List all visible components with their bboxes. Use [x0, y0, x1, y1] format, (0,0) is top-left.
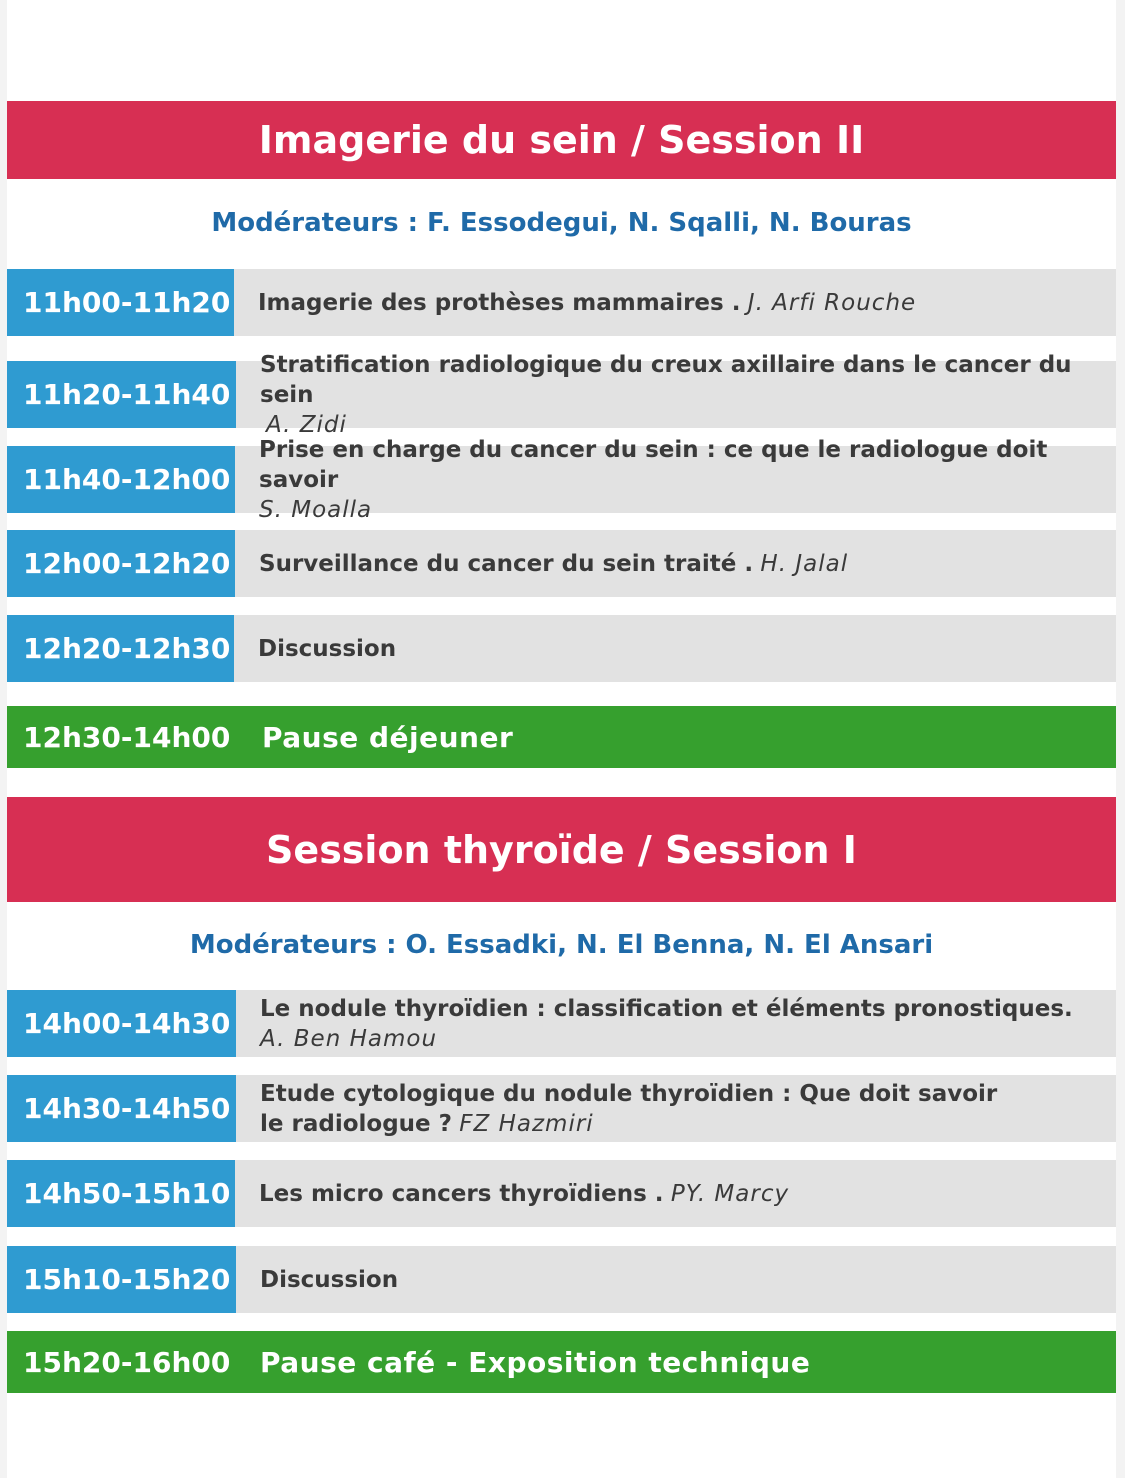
talk-info: [235, 436, 1116, 523]
talk-title: Discussion: [258, 635, 397, 662]
talk-speaker: PY. Marcy: [670, 1180, 790, 1207]
talk-speaker: A. Zidi: [266, 411, 347, 438]
talk-info: [235, 530, 1116, 597]
schedule-row: [7, 436, 1116, 523]
time-slot: 11h00-11h20: [7, 269, 234, 336]
time-slot: 14h30-14h50: [7, 1075, 236, 1142]
talk-title: Discussion: [260, 1266, 399, 1293]
schedule-row: [7, 1160, 1116, 1227]
break-time: 12h30-14h00: [23, 720, 231, 754]
talk-title: Surveillance du cancer du sein traité .: [259, 550, 754, 577]
time-slot: 14h50-15h10: [7, 1160, 235, 1227]
schedule-row: [7, 1075, 1116, 1142]
talk-info: [236, 1075, 1116, 1142]
schedule-row: [7, 269, 1116, 336]
talk-title: Stratification radiologique du creux axillaire dans le cancer du sein: [260, 351, 1072, 408]
moderators-line: Modérateurs : O. Essadki, N. El Benna, N. El Ansari: [189, 930, 934, 960]
break-label: Pause déjeuner: [262, 720, 514, 754]
coffee-break-row: [7, 1331, 1116, 1393]
talk-info: [234, 269, 1116, 336]
schedule-row: [7, 615, 1116, 682]
talk-speaker: J. Arfi Rouche: [747, 289, 917, 316]
moderators-line: Modérateurs : F. Essodegui, N. Sqalli, N. Bouras: [211, 208, 912, 238]
talk-title: Les micro cancers thyroïdiens .: [259, 1180, 664, 1207]
session-banner: [7, 797, 1116, 902]
talk-info: [236, 990, 1116, 1057]
talk-title-cont: le radiologue ?: [260, 1110, 452, 1137]
talk-speaker: H. Jalal: [760, 550, 849, 577]
session-title: Imagerie du sein / Session II: [258, 118, 865, 162]
time-slot: 12h00-12h20: [7, 530, 235, 597]
talk-info: [236, 351, 1116, 438]
talk-speaker: A. Ben Hamou: [260, 1025, 438, 1052]
time-slot: 11h40-12h00: [7, 446, 235, 513]
schedule-row: [7, 990, 1116, 1057]
talk-title: Prise en charge du cancer du sein : ce que le radiologue doit savoir: [259, 436, 1048, 493]
time-slot: 15h10-15h20: [7, 1246, 236, 1313]
talk-speaker: S. Moalla: [259, 496, 373, 523]
time-slot: 12h20-12h30: [7, 615, 234, 682]
session-banner: [7, 101, 1116, 179]
talk-info: [234, 615, 1116, 682]
talk-title: Etude cytologique du nodule thyroïdien : Que doit savoir: [260, 1080, 998, 1107]
talk-info: [236, 1246, 1116, 1313]
schedule-row: [7, 351, 1116, 438]
break-label: Pause café - Exposition technique: [260, 1345, 811, 1379]
schedule-row: [7, 530, 1116, 597]
talk-speaker: FZ Hazmiri: [459, 1110, 594, 1137]
schedule-row: [7, 1246, 1116, 1313]
talk-title: Imagerie des prothèses mammaires .: [258, 289, 741, 316]
time-slot: 14h00-14h30: [7, 990, 236, 1057]
time-slot: 11h20-11h40: [7, 361, 236, 428]
talk-info: [235, 1160, 1116, 1227]
session-title: Session thyroïde / Session I: [266, 827, 857, 872]
break-time: 15h20-16h00: [23, 1345, 231, 1379]
program-page: [7, 0, 1116, 1478]
lunch-break-row: [7, 706, 1116, 768]
talk-title: Le nodule thyroïdien : classification et éléments pronostiques.: [260, 995, 1073, 1022]
